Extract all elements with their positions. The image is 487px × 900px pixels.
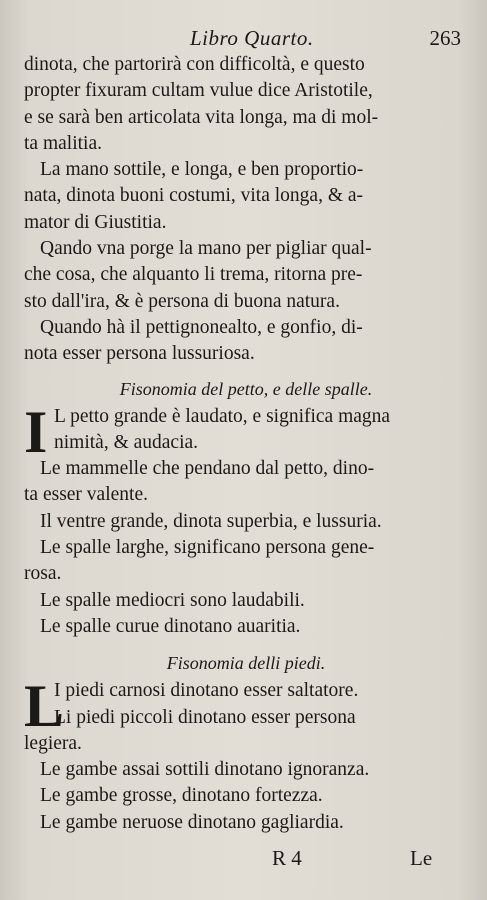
text-line: Il ventre grande, dinota superbia, e lussuria. [40, 510, 382, 532]
page-footer [0, 846, 487, 876]
paragraph [24, 783, 468, 809]
text-line: nota esser persona lussuriosa. [24, 343, 255, 365]
text-line: Le spalle curue dinotano auaritia. [40, 615, 301, 637]
paragraph [24, 535, 468, 588]
text-line: che cosa, che alquanto li trema, ritorna pre- [24, 264, 363, 286]
text-line: Li piedi piccoli dinotano esser persona [54, 706, 356, 728]
text-line: La mano sottile, e longa, e ben proportio- [40, 159, 364, 181]
text-line: Le mammelle che pendano dal petto, dino- [40, 458, 375, 480]
text-line: Le gambe grosse, dinotano fortezza. [40, 785, 323, 807]
text-line: ta esser valente. [24, 484, 148, 506]
drop-cap: L [24, 673, 65, 740]
paragraph [24, 157, 468, 236]
text-line: dinota, che partorirà con difficoltà, e questo [24, 54, 365, 75]
paragraph [24, 456, 468, 509]
text-line: Le gambe assai sottili dinotano ignoranza. [40, 759, 370, 781]
text-line: legiera. [24, 732, 82, 754]
text-line: Qando vna porge la mano per pigliar qual- [40, 238, 372, 260]
text-line: e se sarà ben articolata vita longa, ma di mol- [24, 106, 379, 128]
paragraph [24, 588, 468, 614]
page-header [0, 22, 487, 56]
text-line: nata, dinota buoni costumi, vita longa, & a- [24, 185, 364, 207]
page-number: 263 [429, 26, 461, 50]
text-line: nimità, & audacia. [54, 431, 199, 453]
text-line: sto dall'ira, & è persona di buona natura. [24, 290, 340, 312]
paragraph [24, 614, 468, 640]
running-title: Libro Quarto. [190, 26, 314, 50]
signature-mark: R 4 [272, 846, 302, 870]
page-body [24, 52, 468, 836]
text-line: Le gambe neruose dinotano gagliardia. [40, 811, 344, 833]
text-line: Le spalle mediocri sono laudabili. [40, 589, 305, 611]
drop-cap: I [24, 398, 48, 465]
paragraph [24, 757, 468, 783]
section-heading: Fisonomia delli piedi. [166, 653, 326, 674]
catchword: Le [410, 846, 433, 870]
text-line: propter fixuram cultam vulue dice Aristotile, [24, 80, 373, 102]
paragraph [24, 810, 468, 836]
text-line: rosa. [24, 563, 62, 585]
drop-cap-paragraph [24, 398, 468, 465]
text-line: I piedi carnosi dinotano esser saltatore. [54, 680, 359, 702]
text-line: ta malitia. [24, 132, 102, 154]
text-line: Quando hà il pettignonealto, e gonfio, di- [40, 316, 363, 338]
text-line: mator di Giustitia. [24, 211, 167, 233]
paragraph [24, 315, 468, 368]
section-heading: Fisonomia del petto, e delle spalle. [119, 378, 373, 399]
paragraph [24, 509, 468, 535]
text-line: L petto grande è laudato, e significa magna [54, 405, 391, 427]
paragraph [24, 52, 468, 157]
text-line: Le spalle larghe, significano persona gene- [40, 537, 375, 559]
drop-cap-paragraph [24, 673, 468, 757]
paragraph [24, 236, 468, 315]
